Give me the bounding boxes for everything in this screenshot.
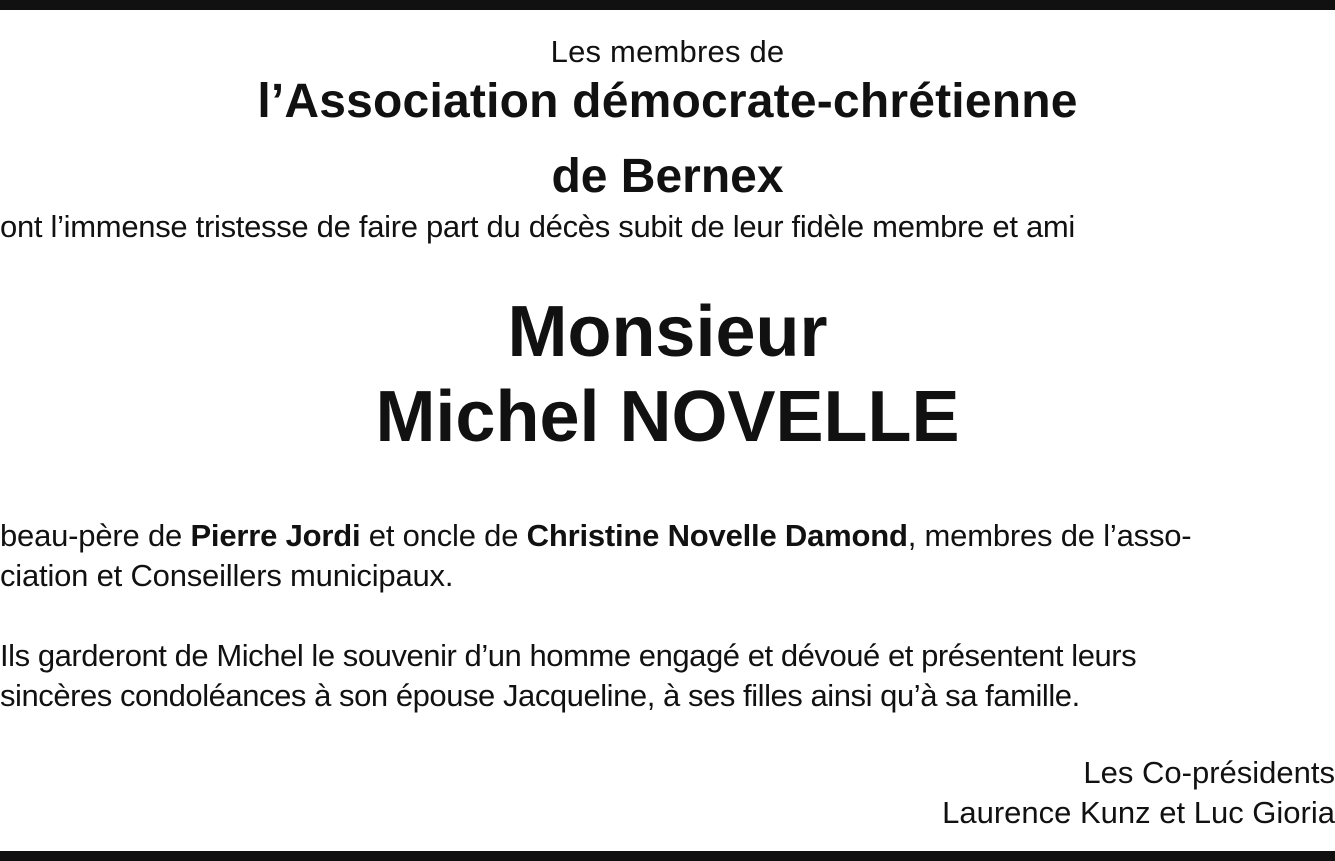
organization-name-line2: de Bernex [551,150,784,203]
announcement-text: ont l’immense tristesse de faire part du décès subit de leur fidèle membre et ami [0,209,1075,244]
relations-text-3: , membres de l’asso- [907,518,1192,553]
intro-text: Les membres de [550,34,785,69]
condolences-line-1: Ils garderont de Michel le souvenir d’un homme engagé et dévoué et présentent leurs [0,638,1137,673]
deceased-name: Michel NOVELLE [375,377,960,457]
signature-names: Laurence Kunz et Luc Gioria [942,795,1335,830]
relations-paragraph [0,516,1335,596]
signature-title: Les Co-présidents [1083,755,1335,790]
relative-name-2: Christine Novelle Damond [526,518,908,553]
relations-text-2: et oncle de [360,518,527,553]
top-border [0,0,1335,10]
relations-text-4: ciation et Conseillers municipaux. [0,558,454,593]
relative-name-1: Pierre Jordi [190,518,361,553]
condolences-paragraph [0,636,1335,716]
honorific: Monsieur [507,292,828,372]
relations-text-1: beau-père de [0,518,191,553]
organization-name-line1: l’Association démocrate-chrétienne [257,75,1078,128]
condolences-line-2: sincères condoléances à son épouse Jacqueline, à ses filles ainsi qu’à sa famille. [0,678,1080,713]
bottom-border [0,851,1335,861]
